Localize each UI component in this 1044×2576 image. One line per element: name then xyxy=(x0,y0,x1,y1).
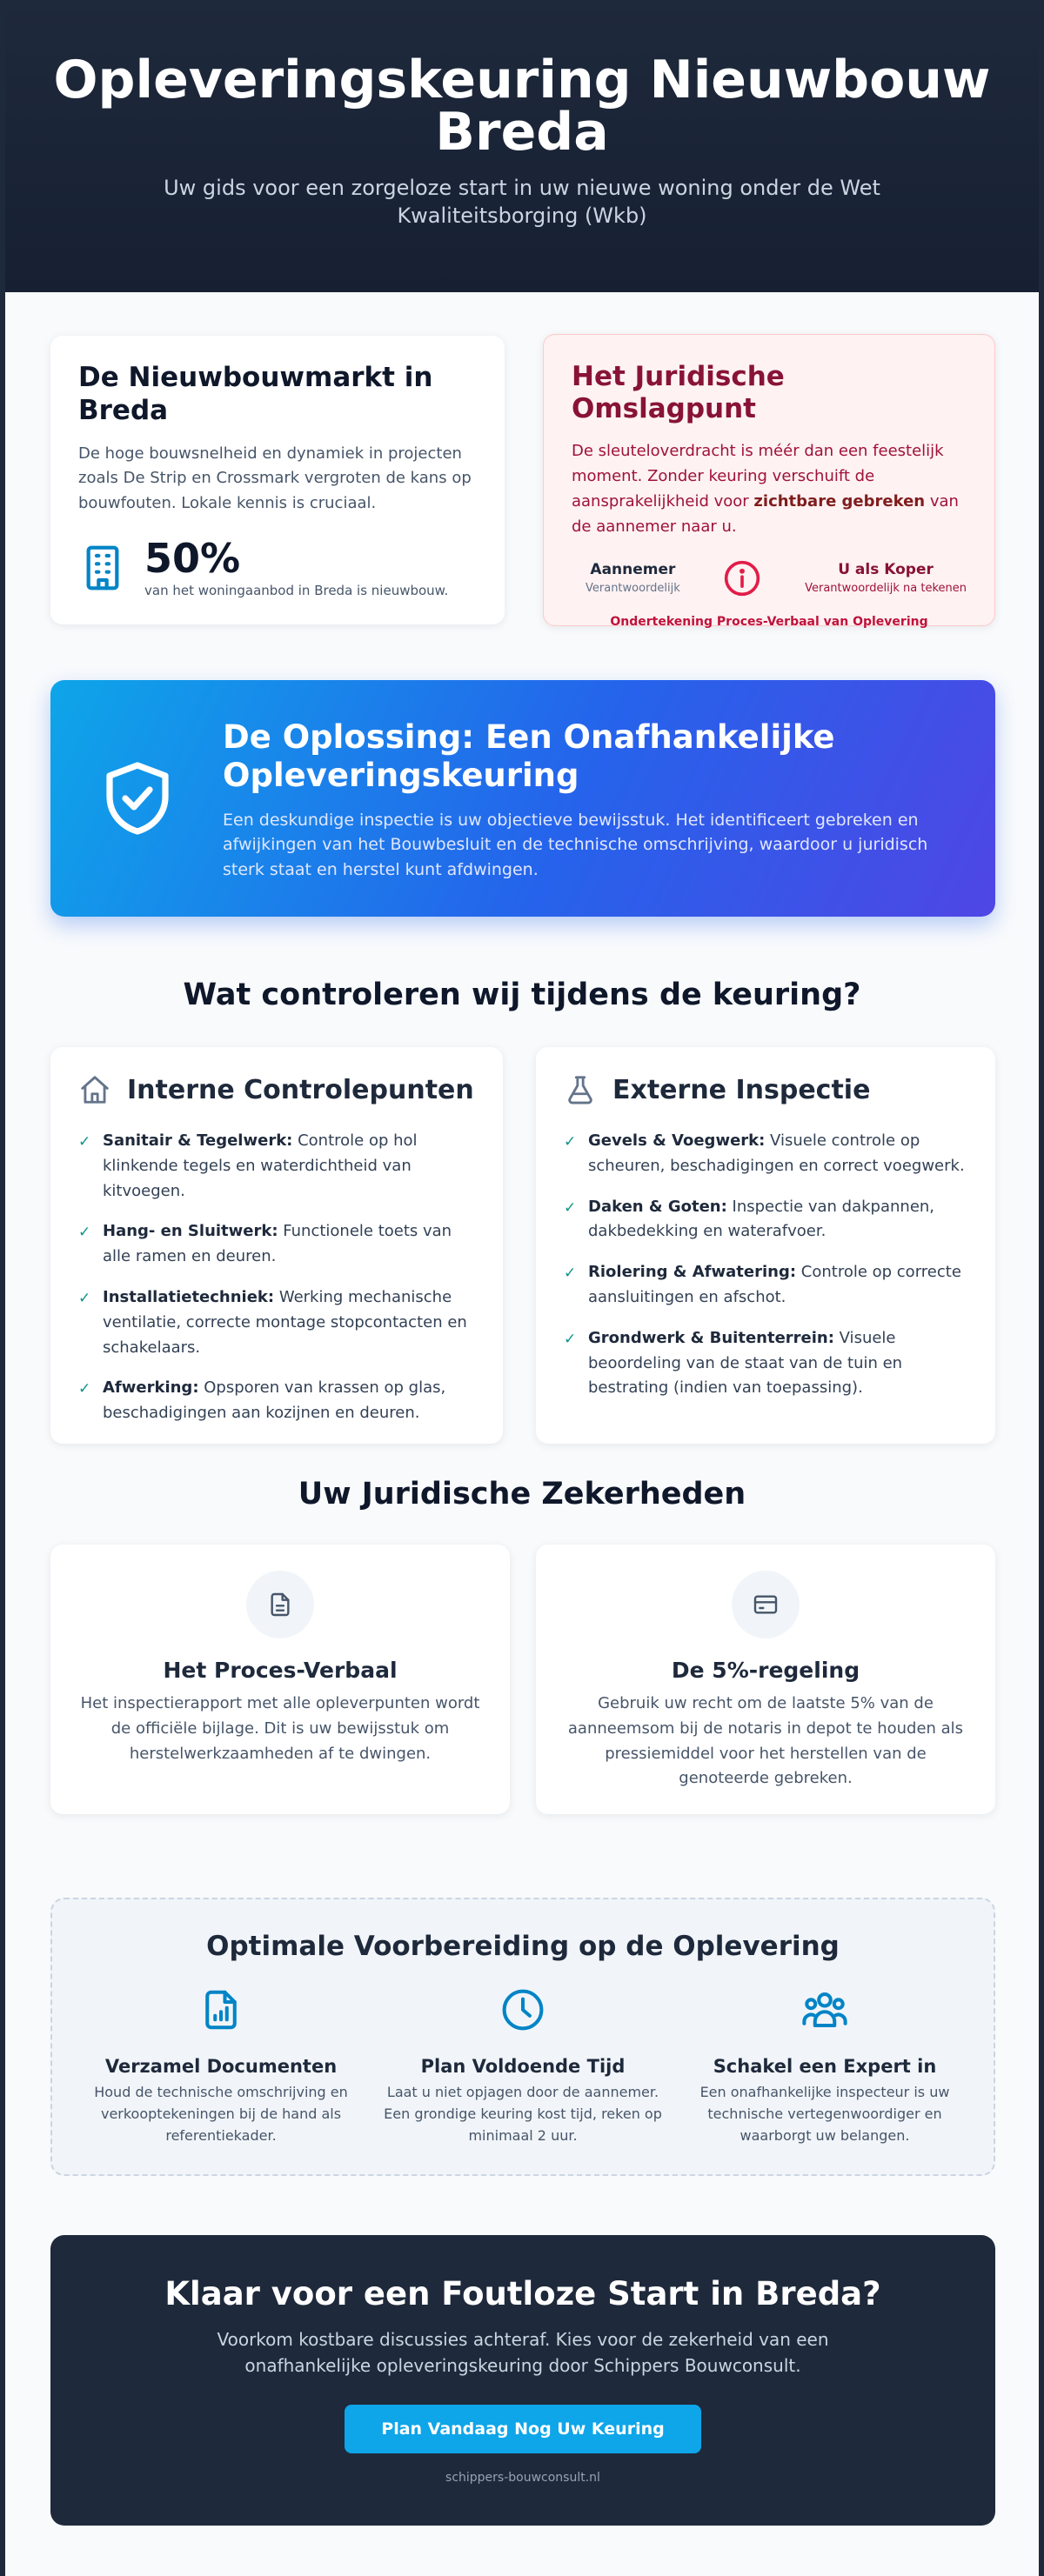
page-subtitle: Uw gids voor een zorgeloze start in uw nieuwe woning onder de Wet Kwaliteitsborging (Wkb) xyxy=(164,176,880,229)
check-item xyxy=(564,1195,967,1245)
checks-heading: Wat controleren wij tijdens de keuring? xyxy=(183,978,861,1012)
check-item-label: Sanitair & Tegelwerk: xyxy=(103,1131,293,1150)
check-item-label: Installatietechniek: xyxy=(103,1287,275,1306)
plan-keuring-button[interactable]: Plan Vandaag Nog Uw Keuring xyxy=(345,2405,700,2453)
prep-step-text: Een onafhankelijke inspecteur is uw technische vertegenwoordiger en waarborgt uw belangen. xyxy=(699,2084,950,2144)
party-contractor-label: Aannemer xyxy=(590,561,676,579)
market-stat xyxy=(78,537,477,598)
internal-title: Interne Controlepunten xyxy=(127,1074,474,1105)
party-contractor xyxy=(586,561,680,595)
prep-steps xyxy=(52,1986,994,2146)
check-icon: ✓ xyxy=(78,1289,91,1307)
info-icon xyxy=(723,559,761,597)
party-buyer-label: U als Koper xyxy=(838,561,934,579)
prep-step xyxy=(82,1986,360,2146)
check-item-label: Hang- en Sluitwerk: xyxy=(103,1222,278,1241)
check-item-text xyxy=(103,1285,475,1360)
check-item xyxy=(564,1129,967,1179)
party-contractor-sub: Verantwoordelijk xyxy=(586,582,680,596)
check-item-text xyxy=(103,1219,475,1270)
check-icon: ✓ xyxy=(78,1380,91,1398)
five-icon-circle xyxy=(732,1571,800,1638)
proces-verbaal-card xyxy=(50,1545,510,1814)
check-item-desc: Werking mechanische ventilatie, correcte montage stopcontacten en schakelaars. xyxy=(103,1287,467,1357)
five-percent-card xyxy=(536,1545,995,1814)
legal-title: Het Juridische Omslagpunt xyxy=(572,361,785,425)
check-item-label: Daken & Goten: xyxy=(588,1197,727,1216)
market-card xyxy=(50,336,505,624)
check-item-text xyxy=(103,1376,475,1426)
internal-checks-card xyxy=(50,1047,503,1444)
check-item-desc: Opsporen van krassen op glas, beschadigingen aan kozijnen en deuren. xyxy=(103,1378,446,1423)
document-icon xyxy=(266,1591,294,1618)
cta-section xyxy=(50,2235,995,2526)
cta-title: Klaar voor een Foutloze Start in Breda? xyxy=(164,2275,881,2312)
hero xyxy=(5,0,1039,292)
check-item-desc: Inspectie van dakpannen, dakbedekking en waterafvoer. xyxy=(588,1197,935,1241)
legal-text-part: van de aannemer naar u. xyxy=(572,491,959,536)
prep-step-title: Plan Voldoende Tijd xyxy=(420,2056,626,2077)
prep-step-title: Verzamel Documenten xyxy=(104,2056,338,2077)
prep-title: Optimale Voorbereiding op de Oplevering xyxy=(206,1931,840,1962)
liability-parties xyxy=(572,559,967,597)
external-checks-card xyxy=(536,1047,995,1444)
check-item-text xyxy=(588,1195,967,1245)
check-item-text xyxy=(588,1260,967,1311)
check-item-label: Gevels & Voegwerk: xyxy=(588,1131,766,1150)
check-icon: ✓ xyxy=(564,1198,577,1217)
page xyxy=(5,0,1039,2576)
internal-list xyxy=(78,1129,475,1426)
check-item-label: Grondwerk & Buitenterrein: xyxy=(588,1328,834,1347)
legal-heading: Uw Juridische Zekerheden xyxy=(298,1477,746,1512)
pv-icon-circle xyxy=(246,1571,314,1638)
users-icon xyxy=(801,1986,848,2033)
check-item-text xyxy=(588,1129,967,1179)
legal-text xyxy=(572,439,967,539)
website-link[interactable]: schippers-bouwconsult.nl xyxy=(445,2471,600,2485)
check-item-label: Afwerking: xyxy=(103,1378,199,1398)
clock-icon xyxy=(499,1986,546,2033)
page-title: Opleveringskeuring Nieuwbouw Breda xyxy=(53,50,991,163)
check-icon: ✓ xyxy=(564,1330,577,1348)
external-title: Externe Inspectie xyxy=(612,1074,871,1105)
market-stat-value: 50% xyxy=(144,535,241,583)
check-icon: ✓ xyxy=(78,1133,91,1151)
prep-step xyxy=(384,1986,662,2146)
legal-turning-point-card xyxy=(543,334,995,629)
prep-step-text: Laat u niet opjagen door de aannemer. Een grondige keuring kost tijd, reken op minimaal 2 uur. xyxy=(384,2084,662,2144)
check-item-text xyxy=(588,1326,967,1401)
check-item xyxy=(564,1260,967,1311)
check-item xyxy=(78,1129,475,1204)
legal-text-part: De sleuteloverdracht is méér dan een feestelijk moment. Zonder keuring verschuift de aansprakelijkheid voor xyxy=(572,442,944,511)
prep-step xyxy=(686,1986,964,2146)
legal-text-bold: zichtbare gebreken xyxy=(753,491,926,511)
cta-text: Voorkom kostbare discussies achteraf. Kies voor de zekerheid van een onafhankelijke opleveringskeuring door Schippers Bouwconsult. xyxy=(217,2329,829,2376)
check-item xyxy=(78,1285,475,1360)
check-icon: ✓ xyxy=(78,1224,91,1242)
market-title: De Nieuwbouwmarkt in Breda xyxy=(78,362,433,426)
sign-note: Ondertekening Proces-Verbaal van Oplevering xyxy=(610,614,928,629)
prep-step-text: Houd de technische omschrijving en verkooptekeningen bij de hand als referentiekader. xyxy=(94,2084,348,2144)
external-list xyxy=(564,1129,967,1401)
flask-icon xyxy=(564,1073,597,1106)
pv-text: Het inspectierapport met alle opleverpunten wordt de officiële bijlage. Dit is uw bewijsstuk om herstelwerkzaamheden af te dwingen. xyxy=(80,1694,480,1763)
check-item-desc: Controle op correcte aansluitingen en afschot. xyxy=(588,1263,961,1306)
solution-banner xyxy=(50,680,995,917)
party-buyer xyxy=(805,561,967,595)
five-title: De 5%-regeling xyxy=(671,1658,860,1683)
report-icon xyxy=(197,1986,244,2033)
prep-step-title: Schakel een Expert in xyxy=(713,2056,937,2077)
pv-title: Het Proces-Verbaal xyxy=(163,1658,398,1683)
solution-text: Een deskundige inspectie is uw objectieve bewijsstuk. Het identificeert gebreken en afwijkingen van het Bouwbesluit en de technische omschrijving, waardoor u juridisch sterk staat en herstel kunt afdwingen. xyxy=(223,810,928,879)
check-item-label: Riolering & Afwatering: xyxy=(588,1263,797,1282)
content xyxy=(5,292,1039,2576)
check-item xyxy=(78,1376,475,1426)
check-item-desc: Controle op hol klinkende tegels en waterdichtheid van kitvoegen. xyxy=(103,1131,418,1200)
preparation-section xyxy=(50,1898,995,2176)
market-stat-caption: van het woningaanbod in Breda is nieuwbouw. xyxy=(144,583,449,599)
home-icon xyxy=(78,1073,111,1106)
check-item xyxy=(78,1219,475,1270)
market-text: De hoge bouwsnelheid en dynamiek in projecten zoals De Strip en Crossmark vergroten de kans op bouwfouten. Lokale kennis is cruciaal. xyxy=(78,444,472,513)
check-icon: ✓ xyxy=(564,1265,577,1283)
five-text: Gebruik uw recht om de laatste 5% van de aanneemsom bij de notaris in depot te houden als pressiemiddel voor het herstellen van de genoteerde gebreken. xyxy=(567,1694,964,1788)
check-item-desc: Functionele toets van alle ramen en deuren. xyxy=(103,1222,452,1266)
check-icon: ✓ xyxy=(564,1133,577,1151)
party-buyer-sub: Verantwoordelijk na tekenen xyxy=(805,582,967,596)
building-icon xyxy=(78,541,127,595)
solution-title: De Oplossing: Een Onafhankelijke Opleveringskeuring xyxy=(223,718,835,795)
check-item-text xyxy=(103,1129,475,1204)
check-item-desc: Visuele beoordeling van de staat van de tuin en bestrating (indien van toepassing). xyxy=(588,1328,903,1398)
credit-card-icon xyxy=(752,1591,780,1618)
check-item xyxy=(564,1326,967,1401)
check-item-desc: Visuele controle op scheuren, beschadigingen en correct voegwerk. xyxy=(588,1131,965,1175)
shield-check-icon xyxy=(96,757,179,840)
